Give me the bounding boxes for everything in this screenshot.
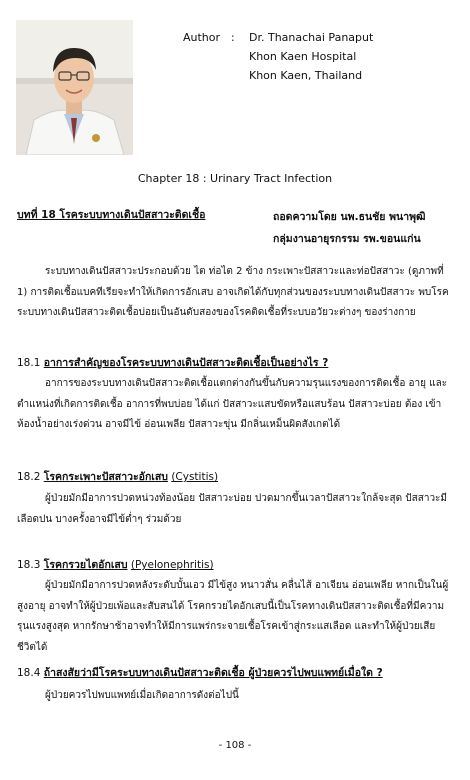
author-block: [183, 28, 373, 85]
chapter-title: Chapter 18 : Urinary Tract Infection: [137, 172, 333, 185]
transcriber-block: [273, 206, 426, 250]
section-title: โรคกระเพาะปัสสาวะอักเสบ: [43, 471, 168, 483]
section-title: โรคกรวยไตอักเสบ: [43, 559, 128, 571]
section-heading-18-1: [17, 354, 328, 371]
section-number: 18.3: [17, 559, 41, 571]
section-title: ถ้าสงสัยว่ามีโรคระบบทางเดินปัสสาวะติดเชื้อ ผู้ป่วยควรไปพบแพทย์เมื่อใด ?: [43, 667, 383, 679]
section-number: 18.2: [17, 471, 41, 483]
lesson-title: บทที่ 18 โรคระบบทางเดินปัสสาวะติดเชื้อ: [17, 209, 206, 221]
section-body-18-4: ผู้ป่วยควรไปพบแพทย์เมื่อเกิดอาการดังต่อไปนี้: [45, 690, 239, 701]
department: กลุ่มงานอายุรกรรม รพ.ขอนแก่น: [273, 233, 421, 245]
section-heading-18-4: [17, 664, 383, 681]
section-heading-18-3: [17, 556, 214, 573]
section-number: 18.4: [17, 667, 41, 679]
author-portrait-image: [16, 20, 133, 155]
author-colon: :: [231, 31, 235, 44]
transcribed-by: ถอดความโดย นพ.ธนชัย พนาพุฒิ: [273, 211, 426, 223]
section-title: อาการสำคัญของโรคระบบทางเดินปัสสาวะติดเชื้อเป็นอย่างไร ?: [43, 357, 329, 369]
author-label: Author: [183, 31, 221, 44]
author-photo: [16, 20, 133, 155]
section-english: (Cystitis): [171, 471, 219, 483]
author-hospital: Khon Kaen Hospital: [249, 50, 357, 63]
section-body-18-3: ผู้ป่วยมักมีอาการปวดหลังระดับบั้นเอว มีไข้สูง หนาวสั่น คลื่นไส้ อาเจียน อ่อนเพลีย หากเป็นในผู้สูงอายุ อาจทำให้ผู้ป่วยเพ้อและสับสนได้ โรคกรวยไตอักเสบนี้เป็นโรคทางเดินปัสสาวะติดเชื้อที่มีความรุนแรงสูงสุด หากรักษาช้าอาจทำให้มีการแพร่กระจายเชื้อโรคเข้าสู่กระแสเลือด และทำให้ผู้ป่วยเสียชีวิตได้: [17, 580, 449, 653]
intro-paragraph: ระบบทางเดินปัสสาวะประกอบด้วย ไต ท่อไต 2 ข้าง กระเพาะปัสสาวะและท่อปัสสาวะ (ดูภาพที่ 1) การติดเชื้อแบคทีเรียจะทำให้เกิดการอักเสบ อาจเกิดได้กับทุกส่วนของระบบทางเดินปัสสาวะ พบโรคระบบทางเดินปัสสาวะติดเชื้อบ่อยเป็นอันดับสองของโรคติดเชื้อที่ระบบอวัยวะต่างๆ ของร่างกาย: [17, 266, 449, 318]
section-body-18-2: ผู้ป่วยมักมีอาการปวดหน่วงท้องน้อย ปัสสาวะบ่อย ปวดมากขึ้นเวลาปัสสาวะใกล้จะสุด ปัสสาวะมีเลือดปน บางครั้งอาจมีไข้ต่ำๆ ร่วมด้วย: [17, 493, 448, 525]
author-city: Khon Kaen, Thailand: [249, 69, 363, 82]
section-body-18-1: อาการของระบบทางเดินปัสสาวะติดเชื้อแตกต่างกันขึ้นกับความรุนแรงของการติดเชื้อ อายุ และตำแหน่งที่เกิดการติดเชื้อ อาการที่พบบ่อย ได้แก่ ปัสสาวะแสบขัดหรือแสบร้อน ปัสสาวะบ่อย ต้อง เข้าห้องน้ำอย่างเร่งด่วน อาจมีไข้ อ่อนเพลีย ปัสสาวะขุ่น มีกลิ่นเหม็นผิดสังเกตได้: [17, 378, 448, 430]
section-english: (Pyelonephritis): [130, 559, 214, 571]
author-name: Dr. Thanachai Panaput: [249, 31, 374, 44]
section-number: 18.1: [17, 357, 41, 369]
section-heading-18-2: [17, 468, 218, 485]
page-number: - 108 -: [218, 740, 252, 751]
